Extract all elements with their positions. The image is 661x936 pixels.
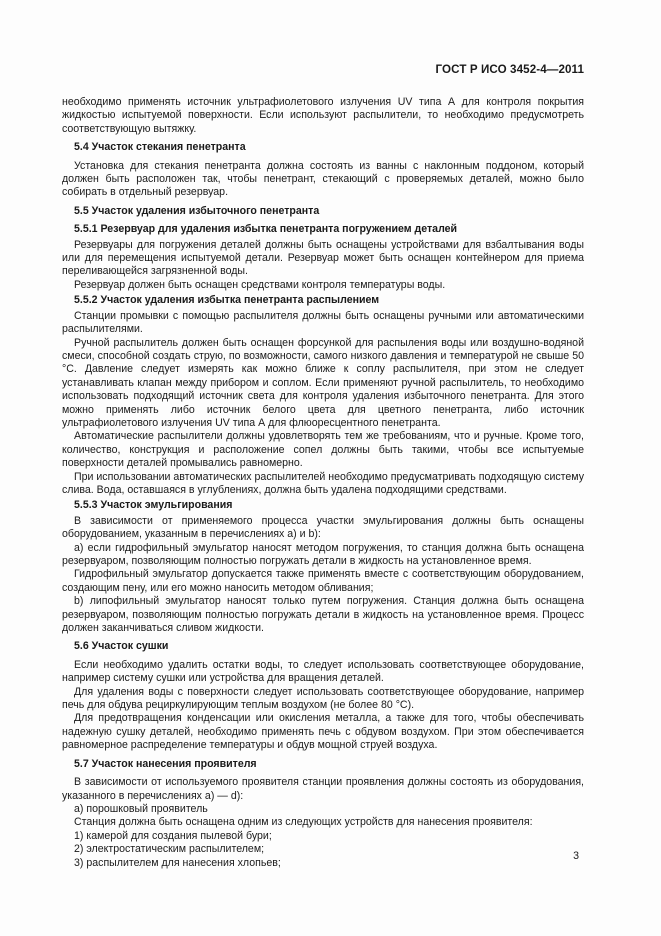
document-body: [62, 96, 584, 870]
paragraph: Если необходимо удалить остатки воды, то следует использовать соответствующее оборудование, например систему сушки или устройства для вращения деталей.: [62, 658, 584, 685]
paragraph: Резервуар должен быть оснащен средствами контроля температуры воды.: [74, 278, 446, 291]
paragraph: Ручной распылитель должен быть оснащен форсункой для распыления воды или воздушно-водяной смеси, способной создать струю, по возможности, самого низкого давления и температурой не свыше 50 °С. Давление следует измерять как можно ближе к соплу распылителя, при этом не следует устанавливать клапан между прибором и соплом. Если применяют ручной распылитель, то необходимо использовать подходящий источник света для контроля удаления избыточного пенетранта. Для этого можно применять либо источник белого цвета для цветного пенетранта, либо источник ультрафиолетового излучения UV типа А для флюоресцентного пенетранта.: [62, 336, 584, 429]
paragraph: Автоматические распылители должны удовлетворять тем же требованиям, что и ручные. Кроме того, количество, конструкция и расположение сопел должны быть такими, чтобы все испытуемые поверхности деталей промывались равномерно.: [62, 430, 584, 470]
section-heading: 5.6 Участок сушки: [74, 640, 169, 653]
section-heading: 5.5 Участок удаления избыточного пенетранта: [74, 204, 320, 217]
page-number: 3: [573, 850, 579, 862]
document-id-header: ГОСТ Р ИСО 3452-4—2011: [435, 63, 584, 76]
paragraph: В зависимости от используемого проявителя станции проявления должны состоять из оборудования, указанного в перечислениях а) — d):: [62, 776, 584, 802]
paragraph: При использовании автоматических распылителей необходимо предусматривать подходящую систему слива. Вода, оставшаяся в углублениях, должна быть удалена подходящими средствами.: [62, 470, 584, 496]
paragraph: Гидрофильный эмульгатор допускается также применять вместе с соответствующим оборудованием, создающим пену, или его можно наносить методом обливания;: [62, 568, 584, 594]
subsection-heading: 5.5.1 Резервуар для удаления избытка пенетранта погружением деталей: [74, 223, 458, 236]
paragraph: Установка для стекания пенетранта должна состоять из ванны с наклонным поддоном, который должен быть расположен так, чтобы пенетрант, стекающий с проверяемых деталей, можно было собирать в отдельный резервуар.: [62, 159, 584, 199]
subsection-heading: 5.5.2 Участок удаления избытка пенетранта распылением: [74, 294, 380, 307]
paragraph: Для удаления воды с поверхности следует использовать соответствующее оборудование, например печь для обдува рециркулирующим теплым воздухом (не более 80 °С).: [62, 685, 584, 712]
paragraph: 2) электростатическим распылителем;: [74, 843, 265, 856]
paragraph: необходимо применять источник ультрафиолетового излучения UV типа А для контроля покрытия жидкостью испытуемой поверхности. Если используют распылители, то необходимо предусмотреть соответствующую вытяжку.: [62, 96, 584, 135]
paragraph: 3) распылителем для нанесения хлопьев;: [74, 856, 281, 869]
paragraph: b) липофильный эмульгатор наносят только путем погружения. Станция должна быть оснащена резервуаром, позволяющим полностью погружать детали в жидкость на установленное время. Процесс должен заканчиваться сливом жидкости.: [62, 595, 584, 635]
subsection-heading: 5.5.3 Участок эмульгирования: [74, 499, 233, 512]
paragraph: В зависимости от применяемого процесса участки эмульгирования должны быть оснащены оборудованием, указанным в перечислениях а) и b):: [62, 514, 584, 541]
paragraph: а) если гидрофильный эмульгатор наносят методом погружения, то станция должна быть оснащена резервуаром, позволяющим полностью погружать детали в жидкость на установленное время.: [62, 541, 584, 567]
section-heading: 5.7 Участок нанесения проявителя: [74, 757, 257, 770]
paragraph: Станция должна быть оснащена одним из следующих устройств для нанесения проявителя:: [74, 816, 533, 829]
paragraph: а) порошковый проявитель: [74, 802, 208, 815]
paragraph: 1) камерой для создания пылевой бури;: [74, 829, 272, 842]
paragraph: Станции промывки с помощью распылителя должны быть оснащены ручными или автоматическими распылителями.: [62, 309, 584, 336]
paragraph: Для предотвращения конденсации или окисления металла, а также для того, чтобы обеспечивать надежную сушку деталей, необходимо применять печь с обдувом воздухом. При этом обеспечивается равномерное распределение температуры и обдув мощной струей воздуха.: [62, 712, 584, 752]
section-heading: 5.4 Участок стекания пенетранта: [74, 141, 246, 154]
paragraph: Резервуары для погружения деталей должны быть оснащены устройствами для взбалтывания воды или для перемещения испытуемой детали. Резервуар может быть оснащен контейнером для приема переливающейся загрязненной воды.: [62, 238, 584, 278]
